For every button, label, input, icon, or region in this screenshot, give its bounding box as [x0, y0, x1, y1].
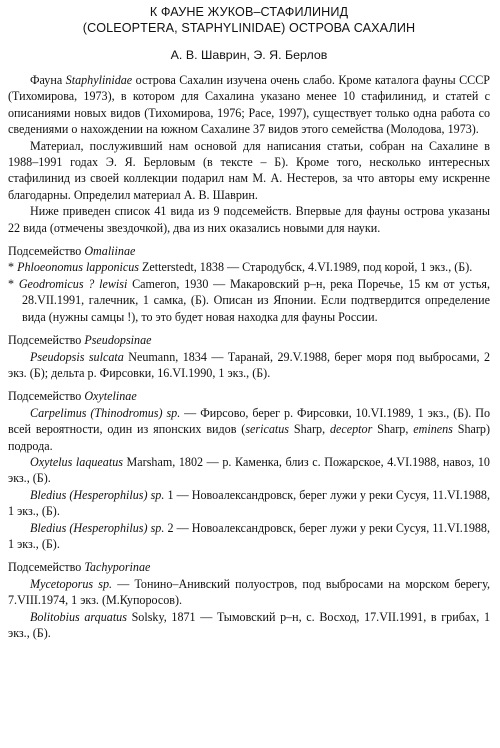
species-name: deceptor	[329, 422, 373, 437]
subfamily-heading-tachyporinae	[8, 559, 490, 575]
species-name: eminens	[413, 422, 453, 437]
species-record: Solsky, 1871 — Тымовский р–н, с. Восход, 17.VII.1991, в грибах, 1 экз., (Б).	[8, 609, 490, 640]
species-record: — Тонино–Анивский полуостров, под выбросами на морском берегу, 7.VIII.1974, 1 экз. (М.Купоросов).	[8, 576, 490, 608]
species-record: 2 — Новоалександровск, берег лужи у реки Сусуя, 11.VI.1988, 1 экз., (Б).	[8, 520, 491, 551]
species-record: Sharp) подрода.	[8, 422, 490, 453]
species-entry	[8, 454, 490, 487]
subfamily-name: Tachyporinae	[84, 560, 151, 575]
species-entry	[8, 276, 490, 325]
intro-paragraph-1	[8, 72, 490, 138]
intro-p1-pre: Фауна	[30, 73, 66, 87]
species-name: Pseudopsis sulcata	[30, 349, 124, 364]
species-name: Carpelimus (Thinodromus) sp.	[30, 405, 181, 420]
subfamily-name: Oxytelinae	[84, 389, 137, 404]
new-record-asterisk: *	[8, 276, 19, 291]
intro-p1-family: Staphylinidae	[65, 73, 133, 87]
intro-p1-post: острова Сахалин изучена очень слабо. Кроме каталога фауны СССР (Тихомирова, 1973), в котором для Сахалина указано менее 10 стафилинид, и статей с описаниями новых видов (Тихомирова, 1976; Pace, 1997), существует только одна работа со сведениями о нахождении на южном Сахалине 37 видов этого семейства (Молодова, 1973).	[8, 73, 490, 137]
authors: А. В. Шаврин, Э. Я. Берлов	[170, 48, 328, 62]
species-record: Sharp,	[372, 422, 414, 437]
intro-paragraph-2: Материал, послуживший нам основой для написания статьи, собран на Сахалине в 1988–1991 годах Э. Я. Берловым (в тексте – Б). Кроме того, несколько интересных стафилинид из своей коллекции подарил нам М. А. Нестеров, за что авторы ему искренне благодарны. Определил материал А. В. Шаврин.	[8, 138, 490, 202]
species-entry	[8, 259, 490, 275]
subfamily-label: Подсемейство	[8, 244, 85, 259]
species-name: Oxytelus laqueatus	[30, 454, 123, 469]
intro-paragraph-3: Ниже приведен список 41 вида из 9 подсемейств. Впервые для фауны острова указаны 22 вида (отмечены звездочкой), два из них оказались новыми для науки.	[8, 204, 490, 235]
species-entry	[8, 520, 490, 553]
species-record: Marsham, 1802 — р. Каменка, близ с. Пожарское, 4.VI.1988, навоз, 10 экз., (Б).	[8, 454, 490, 486]
species-record: Neumann, 1834 — Таранай, 29.V.1988, берег моря под выбросами, 2 экз. (Б); дельта р. Фирсовки, 16.VI.1990, 1 экз., (Б).	[8, 349, 490, 380]
species-entry	[8, 576, 490, 609]
species-entry	[8, 487, 490, 520]
species-record: Zetterstedt, 1838 — Стародубск, 4.VI.1989, под корой, 1 экз., (Б).	[139, 260, 473, 275]
species-entry	[8, 405, 490, 454]
species-name: Geodromicus ? lewisi	[18, 276, 128, 291]
subfamily-heading-omaliinae	[8, 243, 490, 259]
species-name: Bledius (Hesperophilus) sp.	[30, 487, 165, 502]
species-name: Mycetoporus sp.	[30, 576, 113, 591]
species-name: Phloeonomus lapponicus	[17, 260, 140, 275]
subfamily-name: Omaliinae	[84, 244, 136, 259]
subfamily-name: Pseudopsinae	[84, 333, 152, 348]
subfamily-label: Подсемейство	[8, 389, 85, 404]
title-line-2: (COLEOPTERA, STAPHYLINIDAE) ОСТРОВА САХАЛИН	[82, 21, 416, 35]
article-title	[8, 4, 490, 36]
species-name: Bledius (Hesperophilus) sp.	[30, 520, 165, 535]
subfamily-heading-oxytelinae	[8, 388, 490, 404]
species-record: Cameron, 1930 — Макаровский р–н, река Поречье, 15 км от устья, 28.VII.1991, галечник, 1 самка, (Б). Описан из Японии. Если подтвердится определение вида (нужны самцы !), то это будет новая находка для фауны России.	[22, 276, 490, 324]
species-name: Bolitobius arquatus	[30, 609, 127, 624]
subfamily-heading-pseudopsinae	[8, 332, 490, 348]
new-record-asterisk: *	[8, 260, 18, 275]
species-entry	[8, 609, 490, 642]
species-record: Sharp,	[289, 422, 330, 437]
subfamily-label: Подсемейство	[8, 560, 85, 575]
species-record: — Фирсово, берег р. Фирсовки, 10.VI.1989, 1 экз., (Б). По всей вероятности, один из японских видов (	[8, 405, 490, 437]
species-record: 1 — Новоалександровск, берег лужи у реки Сусуя, 11.VI.1988, 1 экз., (Б).	[8, 487, 491, 519]
species-entry	[8, 349, 490, 382]
title-line-1: К ФАУНЕ ЖУКОВ–СТАФИЛИНИД	[149, 5, 349, 19]
species-name: sericatus	[245, 422, 289, 437]
subfamily-label: Подсемейство	[8, 333, 85, 348]
